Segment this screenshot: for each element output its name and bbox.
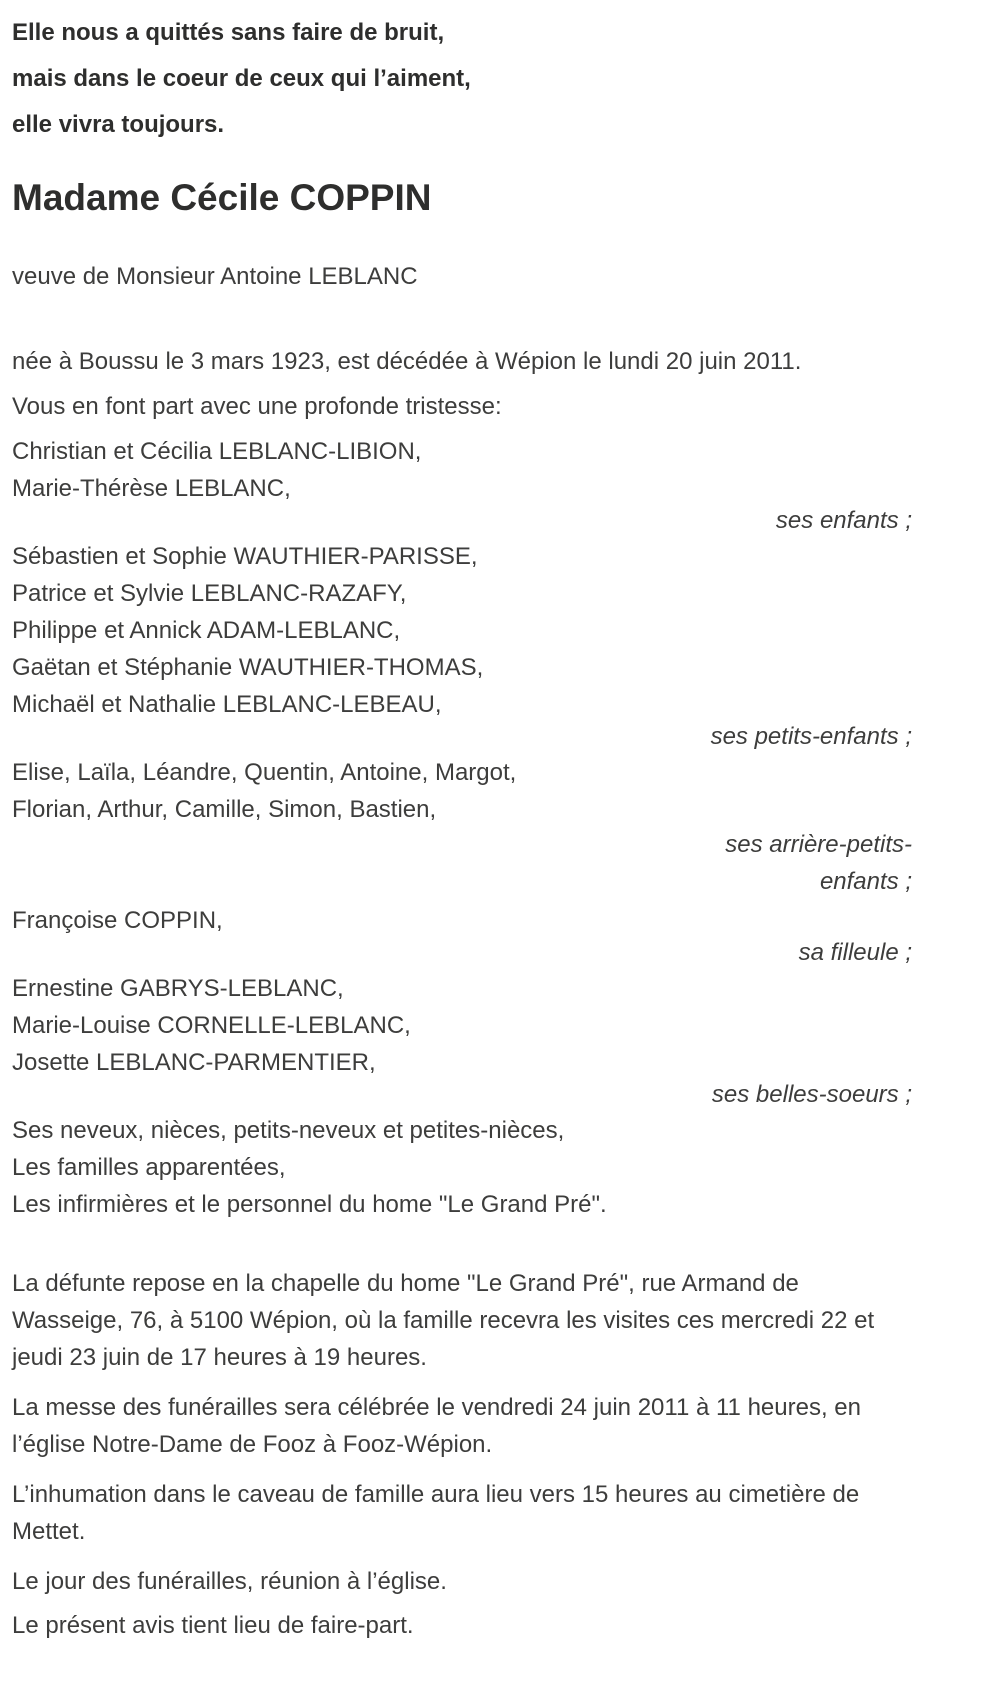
family-name-line: Gaëtan et Stéphanie WAUTHIER-THOMAS, (12, 654, 484, 681)
relation-label: ses enfants ; (775, 507, 912, 534)
family-name-line: Marie-Thérèse LEBLANC, (12, 475, 291, 502)
repose-paragraph: La défunte repose en la chapelle du home "Le Grand Pré", rue Armand de Wasseige, 76, à 5100 Wépion, où la famille recevra les visites ces mercredi 22 et jeudi 23 juin de 17 heures à 19 heures. (12, 1270, 875, 1371)
funeral-details (12, 1265, 912, 1644)
closing-mentions (12, 1112, 912, 1223)
family-group-great-grandchildren (12, 754, 912, 902)
family-name-line: Philippe et Annick ADAM-LEBLANC, (12, 617, 401, 644)
relation-label: enfants ; (819, 868, 912, 895)
family-name-line: Patrice et Sylvie LEBLANC-RAZAFY, (12, 580, 407, 607)
epitaph (12, 10, 912, 148)
family-name-line: Josette LEBLANC-PARMENTIER, (12, 1049, 376, 1076)
family-name-line: Sébastien et Sophie WAUTHIER-PARISSE, (12, 543, 478, 570)
family-name-line: Ernestine GABRYS-LEBLANC, (12, 975, 344, 1002)
relation-label: ses belles-soeurs ; (711, 1081, 912, 1108)
closing-line: Les infirmières et le personnel du home "Le Grand Pré". (12, 1191, 607, 1218)
closing-line: Les familles apparentées, (12, 1154, 286, 1181)
mass-paragraph: La messe des funérailles sera célébrée le vendredi 24 juin 2011 à 11 heures, en l’église Notre-Dame de Fooz à Fooz-Wépion. (12, 1394, 861, 1458)
closing-line: Ses neveux, nièces, petits-neveux et petites-nièces, (12, 1117, 565, 1144)
widow-of-line: veuve de Monsieur Antoine LEBLANC (12, 263, 418, 290)
family-name-line: Marie-Louise CORNELLE-LEBLANC, (12, 1012, 411, 1039)
family-group-goddaughter (12, 902, 912, 970)
announcement-line: Vous en font part avec une profonde tristesse: (12, 393, 502, 420)
family-name-line: Florian, Arthur, Camille, Simon, Bastien, (12, 796, 437, 823)
epitaph-line: elle vivra toujours. (12, 111, 225, 138)
family-group-children (12, 433, 912, 538)
family-group-grandchildren (12, 538, 912, 754)
meeting-line: Le jour des funérailles, réunion à l’église. (12, 1568, 447, 1595)
family-group-sisters-in-law (12, 970, 912, 1112)
family-name-line: Elise, Laïla, Léandre, Quentin, Antoine, Margot, (12, 759, 517, 786)
relation-label: sa filleule ; (798, 939, 912, 966)
burial-paragraph: L’inhumation dans le caveau de famille aura lieu vers 15 heures au cimetière de Mettet. (12, 1481, 860, 1545)
epitaph-line: Elle nous a quittés sans faire de bruit, (12, 19, 445, 46)
notice-line: Le présent avis tient lieu de faire-part. (12, 1612, 414, 1639)
relation-label: ses arrière-petits- (725, 831, 912, 858)
relation-label: ses petits-enfants ; (710, 723, 912, 750)
life-dates-line: née à Boussu le 3 mars 1923, est décédée à Wépion le lundi 20 juin 2011. (12, 348, 802, 375)
epitaph-line: mais dans le coeur de ceux qui l’aiment, (12, 65, 471, 92)
family-name-line: Françoise COPPIN, (12, 907, 223, 934)
family-name-line: Christian et Cécilia LEBLANC-LIBION, (12, 438, 422, 465)
deceased-name: Madame Cécile COPPIN (12, 177, 432, 218)
family-name-line: Michaël et Nathalie LEBLANC-LEBEAU, (12, 691, 442, 718)
